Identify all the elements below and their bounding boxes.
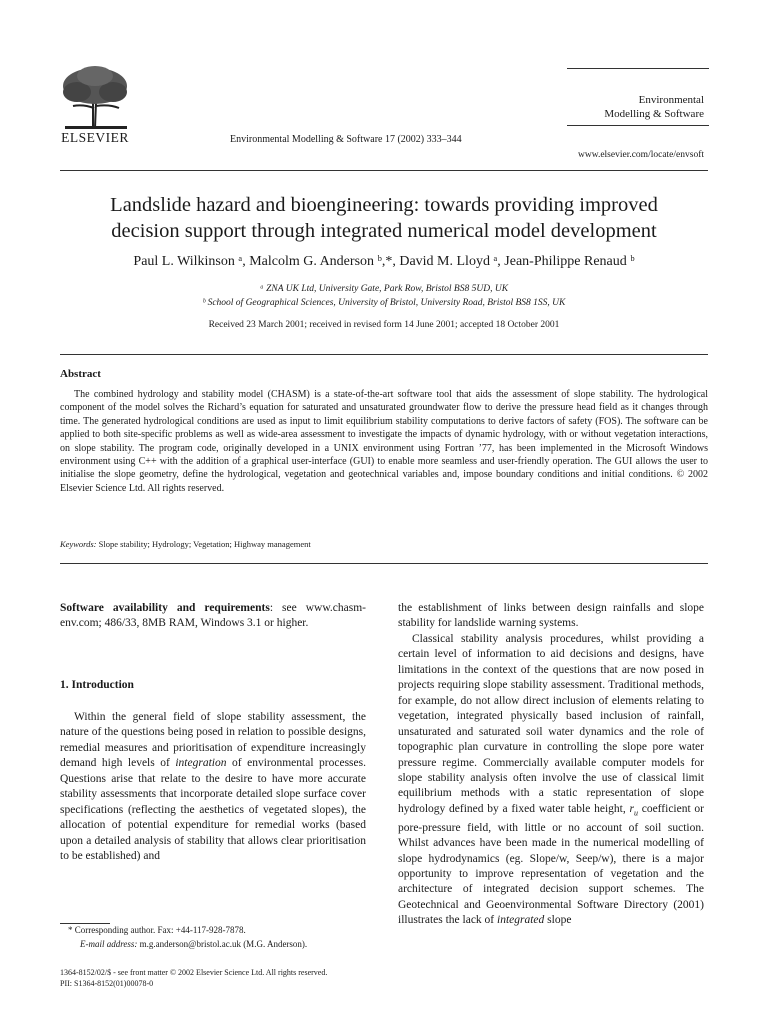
- journal-brand: [560, 93, 704, 121]
- right-text-b: coefficient or pore-pressure field, with little or no account of soil suction. Whilst advances have been made in the numerical modelling of slope hydrodynamics (eg. Slope/w, Seep/w), there is a major opportunity to improve representation of vegetation and the architecture of integrated decision support schemes. The Geotechnical and Geoenvironmental Software Directory (2001) illustrates the lack of: [398, 802, 704, 927]
- journal-reference: Environmental Modelling & Software 17 (2002) 333–344: [230, 134, 462, 145]
- author-list: Paul L. Wilkinson ᵃ, Malcolm G. Anderson ᵇ,*, David M. Lloyd ᵃ, Jean-Philippe Renaud ᵇ: [133, 254, 635, 269]
- received-dates: Received 23 March 2001; received in revised form 14 June 2001; accepted 18 October 2001: [208, 320, 560, 330]
- abstract-text: The combined hydrology and stability model (CHASM) is a state-of-the-art software tool that aids the assessment of slope stability. The hydrological component of the model solves the Richard’s equation for saturated and unsaturated groundwater flow to derive the pressure head field as it changes through time. The generated hydrological conditions are used as input to limit equilibrium stability computations to derive factors of safety (FOS). The software can be applied to both site-specific problems as well as wide-area assessment to investigate the impacts of dynamic hydrology, with or without vegetation interactions, on slope stability. The program code, originally developed in a UNIX environment using Fortran ’77, has been implemented in the Microsoft Windows environment using C++ with the addition of a graphical user-interface (GUI) to enable more seamless and user-friendly operation. The GUI allows the user to initialise the slope geometry, define the hydrological, vegetation and geotechnical variables and, impose boundary conditions and initial conditions. © 2002 Elsevier Science Ltd. All rights reserved.: [60, 389, 708, 494]
- header-divider: [60, 170, 708, 171]
- ru-symbol: [629, 802, 638, 818]
- brand-line-1: Environmental: [638, 94, 704, 106]
- ru-subscript: u: [633, 808, 638, 818]
- software-availability: [60, 601, 366, 632]
- ru-letter: r: [629, 802, 634, 815]
- pii-line: PII: S1364-8152(01)00078-0: [60, 979, 154, 988]
- publisher-name: ELSEVIER: [61, 130, 129, 145]
- email-address: m.g.anderson@bristol.ac.uk (M.G. Anderson).: [137, 938, 308, 949]
- tree-icon: [55, 64, 135, 130]
- intro-text-b: of environmental processes. Questions arise that relate to the desire to have more accurate stability assessments that incorporate detailed slope surface cover specifications (reflecting the aesthetics of vegetated slopes), the allocation of potential expenditure for remedial works (based upon a detailed analysis of stability that allows clear prioritisation to be established) and: [60, 757, 366, 863]
- keywords: [60, 539, 311, 549]
- introduction-paragraph: [60, 710, 366, 865]
- journal-url: www.elsevier.com/locate/envsoft: [577, 150, 704, 160]
- intro-emphasis: integration: [175, 757, 227, 770]
- section-heading-introduction: 1. Introduction: [60, 679, 134, 691]
- software-label: Software availability and requirements: [60, 602, 270, 614]
- title-line-2: decision support through integrated numerical model development: [111, 220, 657, 242]
- right-text-a: Classical stability analysis procedures, whilst providing a certain level of information to aid decisions and designs, have limitations in the context of the questions that are now posed in projects requiring slope stability assessment. Traditional methods, for example, do not allow direct inclusion of elements relating to vegetation, integrated physically based inclusion of rainfall, unsaturated and saturated soil water dynamics and the role of topographic plan curvature in controlling the slope pore water pressure regime. Commercially available computer models for slope stability analysis often involve the use of classical limit equilibrium methods with a static representation of slope hydrology defined by a fixed water table height,: [398, 632, 704, 815]
- right-paragraph-2: [398, 632, 704, 929]
- title-line-1: Landslide hazard and bioengineering: towards providing improved: [110, 194, 658, 216]
- abstract-heading: Abstract: [60, 368, 101, 380]
- issn-line: 1364-8152/02/$ - see front matter © 2002 Elsevier Science Ltd. All rights reserved.: [60, 968, 328, 977]
- keywords-label: Keywords:: [60, 539, 97, 549]
- affiliation-b: ᵇ School of Geographical Sciences, University of Bristol, University Road, Bristol BS8 1SS, UK: [202, 298, 566, 308]
- software-text: : see www.chasm-env.com; 486/33, 8MB RAM, Windows 3.1 or higher.: [60, 602, 366, 630]
- abstract-divider: [60, 354, 708, 355]
- right-paragraph-1: the establishment of links between design rainfalls and slope stability for landslide warning systems.: [398, 602, 704, 630]
- keywords-list: Slope stability; Hydrology; Vegetation; Highway management: [98, 539, 311, 549]
- brand-line-2: Modelling & Software: [604, 108, 704, 120]
- footnote: [68, 924, 368, 951]
- right-text-c: slope: [544, 914, 572, 927]
- intro-text-a: Within the general field of slope stability assessment, the nature of the questions being posed in relation to possible designs, remedial measures and prioritisation of expenditure increasingly demand high levels of: [60, 711, 366, 770]
- right-emphasis: integrated: [497, 914, 545, 927]
- article-title: [50, 192, 718, 244]
- email-label: E-mail address:: [80, 938, 138, 949]
- right-column-text: [398, 601, 704, 929]
- brand-rule-bottom: [567, 125, 709, 126]
- affiliations: [40, 282, 728, 310]
- email-line: [68, 938, 368, 952]
- corresponding-author: * Corresponding author. Fax: +44-117-928-7878.: [68, 925, 246, 935]
- affiliation-a: ᵃ ZNA UK Ltd, University Gate, Park Row, Bristol BS8 5UD, UK: [259, 284, 509, 294]
- brand-rule-top: [567, 68, 709, 69]
- keywords-divider: [60, 563, 708, 564]
